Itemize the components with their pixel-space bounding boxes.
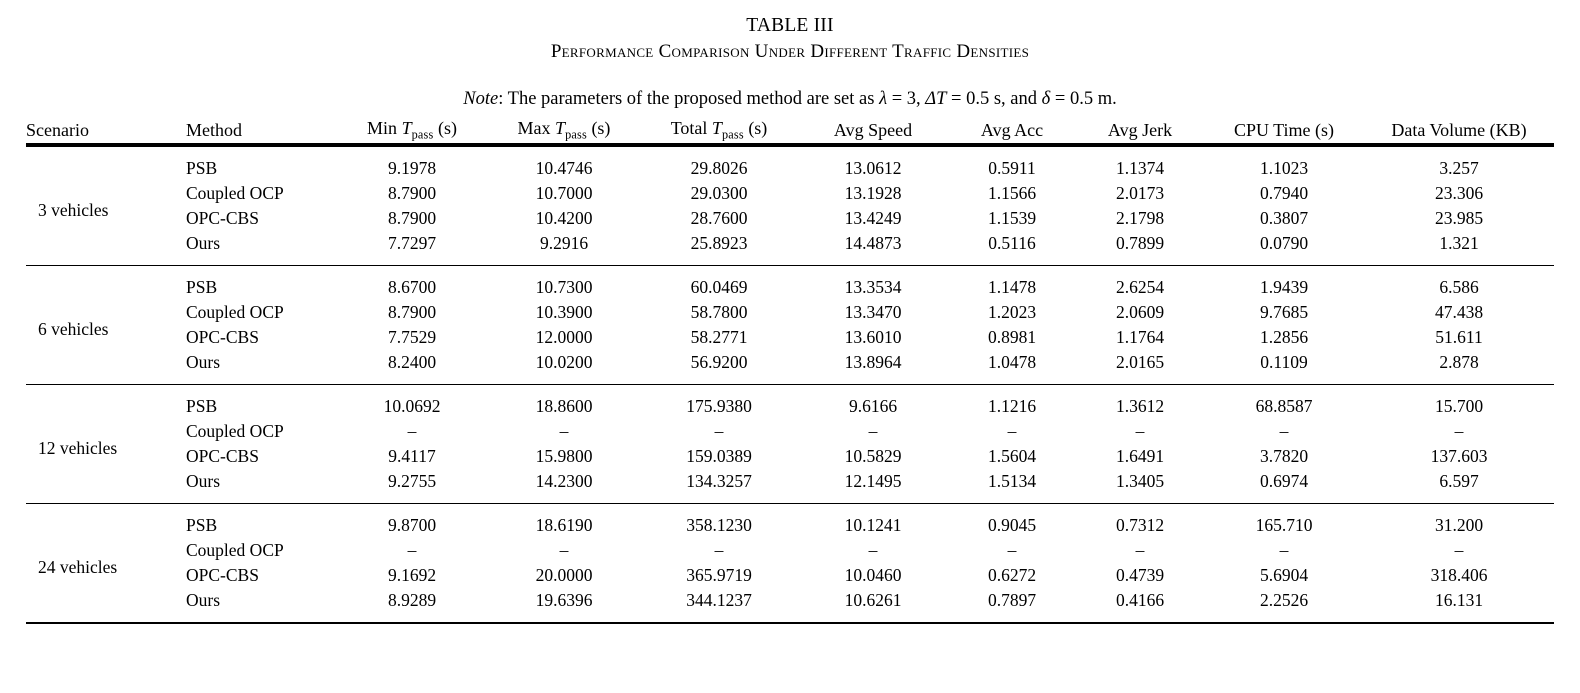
cell-cpu-time: 68.8587 (1255, 395, 1313, 416)
cell-cpu-time: – (1279, 420, 1289, 441)
cell-total-tpass: – (714, 539, 724, 560)
cell-data-volume: 47.438 (1434, 301, 1484, 322)
cell-avg-acc: – (1007, 539, 1017, 560)
performance-table-wrapper (26, 118, 1554, 624)
cell-avg-acc: 0.8981 (987, 326, 1037, 347)
cell-avg-acc: 0.9045 (987, 514, 1037, 535)
table-row (26, 266, 1554, 300)
tpass-symbol (555, 118, 587, 142)
cell-avg-jerk: – (1135, 420, 1145, 441)
cell-avg-speed: 13.4249 (844, 207, 902, 228)
cell-cpu-time: 3.7820 (1259, 445, 1309, 466)
cell-avg-speed: 14.4873 (844, 232, 902, 253)
cell-min-tpass: 10.0692 (383, 395, 441, 416)
cell-avg-acc: 1.0478 (987, 351, 1037, 372)
cell-total-tpass: 28.7600 (690, 207, 748, 228)
header-avg-acc: Avg Acc (980, 119, 1044, 140)
cell-data-volume: 23.985 (1434, 207, 1484, 228)
cell-avg-jerk: 1.3405 (1115, 470, 1165, 491)
cell-max-tpass: – (559, 539, 569, 560)
cell-avg-jerk: 1.6491 (1115, 445, 1165, 466)
scenario-label: 24 vehicles (38, 556, 118, 577)
cell-cpu-time: 165.710 (1255, 514, 1313, 535)
cell-min-tpass: 8.2400 (387, 351, 437, 372)
table-row (26, 231, 1554, 266)
table-row (26, 538, 1554, 563)
cell-total-tpass: 344.1237 (686, 589, 752, 610)
cell-total-tpass: 365.9719 (686, 564, 752, 585)
cell-avg-speed: 13.3534 (844, 276, 902, 297)
cell-total-tpass: 134.3257 (686, 470, 752, 491)
cell-data-volume: 3.257 (1439, 157, 1479, 178)
performance-comparison-table (26, 118, 1554, 624)
tpass-symbol (711, 118, 744, 142)
cell-avg-acc: 1.1539 (987, 207, 1037, 228)
cell-avg-acc: 1.1216 (987, 395, 1037, 416)
cell-avg-jerk: – (1135, 539, 1145, 560)
cell-data-volume: – (1454, 539, 1464, 560)
cell-avg-acc: 1.1478 (987, 276, 1037, 297)
cell-data-volume: 23.306 (1434, 182, 1484, 203)
method-label: PSB (186, 276, 218, 297)
table-row (26, 147, 1554, 181)
cell-max-tpass: 9.2916 (539, 232, 589, 253)
cell-avg-speed: 12.1495 (844, 470, 902, 491)
table-row (26, 588, 1554, 623)
note-text-1: : The parameters of the proposed method are set as (498, 89, 880, 110)
cell-cpu-time: 1.1023 (1259, 157, 1309, 178)
cell-avg-speed: 10.5829 (844, 445, 902, 466)
table-row (26, 181, 1554, 206)
cell-data-volume: 16.131 (1434, 589, 1484, 610)
scenario-label: 12 vehicles (38, 437, 118, 458)
cell-min-tpass: 8.9289 (387, 589, 437, 610)
cell-avg-jerk: 1.1374 (1115, 157, 1165, 178)
method-label: Coupled OCP (186, 539, 284, 560)
cell-max-tpass: 19.6396 (535, 589, 593, 610)
cell-avg-jerk: 0.7312 (1115, 514, 1165, 535)
cell-avg-acc: 0.6272 (987, 564, 1037, 585)
cell-avg-acc: 1.2023 (987, 301, 1037, 322)
table-row (26, 206, 1554, 231)
cell-avg-speed: 10.1241 (844, 514, 902, 535)
cell-avg-speed: – (868, 420, 878, 441)
method-label: PSB (186, 395, 218, 416)
header-min-tpass (336, 118, 488, 144)
cell-max-tpass: 10.0200 (535, 351, 593, 372)
cell-total-tpass: 60.0469 (690, 276, 748, 297)
cell-avg-speed: 10.0460 (844, 564, 902, 585)
cell-min-tpass: 8.7900 (387, 301, 437, 322)
delta-t-symbol: ΔT (925, 89, 947, 110)
cell-avg-acc: 0.7897 (987, 589, 1037, 610)
cell-total-tpass: 58.7800 (690, 301, 748, 322)
cell-avg-jerk: 1.1764 (1115, 326, 1165, 347)
method-label: PSB (186, 157, 218, 178)
cell-cpu-time: 0.3807 (1259, 207, 1309, 228)
header-method: Method (186, 119, 242, 140)
header-min-prefix: Min (367, 118, 402, 139)
header-min-suffix: (s) (433, 118, 457, 139)
cell-avg-acc: 1.5604 (987, 445, 1037, 466)
cell-max-tpass: 10.7000 (535, 182, 593, 203)
method-label: Ours (186, 351, 221, 372)
cell-cpu-time: 0.1109 (1260, 351, 1308, 372)
cell-max-tpass: – (559, 420, 569, 441)
cell-data-volume: 137.603 (1430, 445, 1488, 466)
cell-avg-jerk: 0.4739 (1115, 564, 1165, 585)
table-row (26, 504, 1554, 538)
rule-line (26, 623, 1554, 624)
note-label: Note (463, 89, 499, 110)
cell-avg-jerk: 2.0609 (1115, 301, 1165, 322)
cell-max-tpass: 18.6190 (535, 514, 593, 535)
table-number: TABLE III (746, 15, 834, 36)
cell-total-tpass: 29.8026 (690, 157, 748, 178)
cell-avg-jerk: 2.1798 (1115, 207, 1165, 228)
cell-cpu-time: 0.7940 (1259, 182, 1309, 203)
lambda-symbol: λ (879, 89, 888, 110)
header-max-prefix: Max (517, 118, 556, 139)
cell-data-volume: 15.700 (1434, 395, 1484, 416)
cell-max-tpass: 14.2300 (535, 470, 593, 491)
cell-max-tpass: 15.9800 (535, 445, 593, 466)
cell-total-tpass: – (714, 420, 724, 441)
cell-total-tpass: 175.9380 (686, 395, 752, 416)
method-label: OPC-CBS (186, 326, 259, 347)
cell-min-tpass: 7.7529 (387, 326, 437, 347)
t-subscript: pass (721, 127, 744, 142)
cell-avg-acc: 1.1566 (987, 182, 1037, 203)
cell-avg-speed: 10.6261 (844, 589, 902, 610)
method-label: Coupled OCP (186, 301, 284, 322)
header-cpu-time: CPU Time (s) (1233, 119, 1335, 140)
table-row (26, 325, 1554, 350)
cell-avg-speed: 13.6010 (844, 326, 902, 347)
table-row (26, 300, 1554, 325)
cell-cpu-time: 1.2856 (1259, 326, 1309, 347)
cell-min-tpass: 9.4117 (388, 445, 436, 466)
cell-avg-jerk: 0.4166 (1115, 589, 1165, 610)
t-subscript: pass (565, 127, 587, 142)
table-note (0, 87, 1580, 111)
cell-cpu-time: 0.6974 (1259, 470, 1309, 491)
header-total-prefix: Total (670, 118, 712, 139)
cell-data-volume: 6.586 (1439, 276, 1479, 297)
method-label: Ours (186, 470, 221, 491)
delta-symbol: δ (1041, 89, 1051, 110)
cell-cpu-time: 1.9439 (1259, 276, 1309, 297)
cell-avg-acc: 1.5134 (987, 470, 1037, 491)
header-avg-speed: Avg Speed (833, 119, 913, 140)
cell-avg-jerk: 0.7899 (1115, 232, 1165, 253)
scenario-label: 3 vehicles (38, 199, 109, 220)
cell-avg-speed: 13.8964 (844, 351, 902, 372)
cell-total-tpass: 358.1230 (686, 514, 752, 535)
t-subscript: pass (411, 127, 434, 142)
cell-min-tpass: 9.1978 (387, 157, 437, 178)
method-label: PSB (186, 514, 218, 535)
cell-total-tpass: 29.0300 (690, 182, 748, 203)
delta-value: = 0.5 m. (1050, 89, 1117, 110)
table-body (26, 146, 1554, 624)
cell-min-tpass: 8.7900 (387, 182, 437, 203)
cell-data-volume: 1.321 (1439, 232, 1479, 253)
cell-avg-acc: 0.5911 (988, 157, 1036, 178)
t-symbol: T (401, 118, 412, 139)
table-rule-bottom (26, 623, 1554, 624)
cell-max-tpass: 20.0000 (535, 564, 593, 585)
table-row (26, 385, 1554, 419)
table-header-row (26, 118, 1554, 144)
t-symbol: T (711, 118, 722, 139)
cell-cpu-time: – (1279, 539, 1289, 560)
cell-max-tpass: 10.3900 (535, 301, 593, 322)
cell-avg-jerk: 2.0165 (1115, 351, 1165, 372)
cell-min-tpass: 9.2755 (387, 470, 437, 491)
header-total-tpass (640, 118, 798, 144)
cell-min-tpass: 7.7297 (387, 232, 437, 253)
cell-total-tpass: 56.9200 (690, 351, 748, 372)
cell-avg-jerk: 1.3612 (1115, 395, 1165, 416)
cell-data-volume: 2.878 (1439, 351, 1479, 372)
method-label: OPC-CBS (186, 564, 259, 585)
method-label: Ours (186, 589, 221, 610)
table-row (26, 419, 1554, 444)
cell-avg-acc: 0.5116 (988, 232, 1036, 253)
cell-data-volume: 31.200 (1434, 514, 1484, 535)
header-max-suffix: (s) (586, 118, 611, 139)
cell-max-tpass: 18.8600 (535, 395, 593, 416)
cell-avg-speed: 13.0612 (844, 157, 902, 178)
table-title-block (0, 0, 1580, 65)
cell-max-tpass: 10.4746 (535, 157, 593, 178)
method-label: Coupled OCP (186, 420, 284, 441)
cell-avg-jerk: 2.0173 (1115, 182, 1165, 203)
cell-avg-speed: 13.3470 (844, 301, 902, 322)
delta-t-value: = 0.5 s, and (946, 89, 1042, 110)
cell-avg-jerk: 2.6254 (1115, 276, 1165, 297)
table-caption: Performance Comparison Under Different Traffic Densities (550, 41, 1030, 63)
cell-min-tpass: 8.6700 (387, 276, 437, 297)
cell-total-tpass: 58.2771 (690, 326, 748, 347)
method-label: OPC-CBS (186, 445, 259, 466)
lambda-value: = 3, (887, 89, 926, 110)
method-label: Ours (186, 232, 221, 253)
cell-avg-speed: 13.1928 (844, 182, 902, 203)
table-row (26, 350, 1554, 385)
t-symbol: T (555, 118, 566, 139)
cell-total-tpass: 25.8923 (690, 232, 748, 253)
header-total-suffix: (s) (743, 118, 768, 139)
cell-data-volume: 318.406 (1430, 564, 1488, 585)
cell-avg-speed: – (868, 539, 878, 560)
cell-min-tpass: 8.7900 (387, 207, 437, 228)
cell-cpu-time: 5.6904 (1259, 564, 1309, 585)
method-label: Coupled OCP (186, 182, 284, 203)
header-avg-jerk: Avg Jerk (1107, 119, 1173, 140)
cell-max-tpass: 12.0000 (535, 326, 593, 347)
cell-data-volume: 51.611 (1435, 326, 1483, 347)
cell-max-tpass: 10.7300 (535, 276, 593, 297)
method-label: OPC-CBS (186, 207, 259, 228)
header-scenario: Scenario (26, 119, 89, 140)
cell-total-tpass: 159.0389 (686, 445, 752, 466)
tpass-symbol (401, 118, 434, 142)
cell-max-tpass: 10.4200 (535, 207, 593, 228)
cell-data-volume: 6.597 (1439, 470, 1479, 491)
cell-cpu-time: 0.0790 (1259, 232, 1309, 253)
cell-min-tpass: – (407, 420, 417, 441)
table-row (26, 444, 1554, 469)
cell-min-tpass: – (407, 539, 417, 560)
cell-avg-acc: – (1007, 420, 1017, 441)
cell-min-tpass: 9.1692 (387, 564, 437, 585)
scenario-label: 6 vehicles (38, 318, 109, 339)
table-row (26, 563, 1554, 588)
cell-min-tpass: 9.8700 (387, 514, 437, 535)
header-data-volume: Data Volume (KB) (1391, 119, 1527, 140)
cell-data-volume: – (1454, 420, 1464, 441)
header-max-tpass (488, 118, 640, 144)
cell-cpu-time: 9.7685 (1259, 301, 1309, 322)
cell-cpu-time: 2.2526 (1259, 589, 1309, 610)
cell-avg-speed: 9.6166 (848, 395, 898, 416)
table-row (26, 469, 1554, 504)
